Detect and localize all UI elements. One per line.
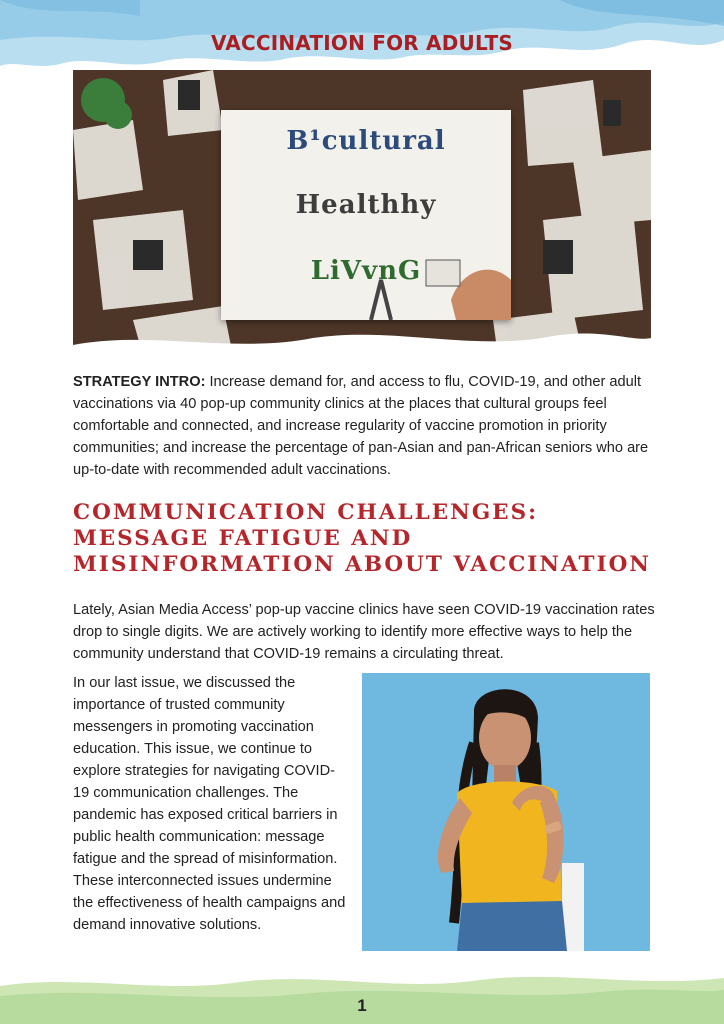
- strategy-intro-text: Increase demand for, and access to flu, COVID-19, and other adult vaccinations via 40 pop-up community clinics at the places that cultural groups feel comfortable and connected, and increase regularity of vaccine promotion in priority communities; and increase the percentage of pan-Asian and pan-African seniors who are up-to-date with recommended adult vaccinations.: [73, 374, 649, 478]
- body-paragraph-1: Lately, Asian Media Access’ pop-up vaccine clinics have seen COVID-19 vaccination rates drop to single digits. We are actively working to identify more effective ways to help the community understand that COVID-19 remains a circulating threat.: [73, 602, 655, 662]
- strategy-intro-label: STRATEGY INTRO:: [73, 374, 206, 390]
- collage-word-living: LiVvnG: [310, 256, 422, 286]
- page-title: VACCINATION FOR ADULTS: [210, 31, 514, 55]
- strategy-intro: [73, 371, 658, 481]
- collage-paper-sheet: [221, 110, 511, 320]
- hero-collage-image: [73, 70, 651, 356]
- vaccinated-woman-photo: [362, 673, 650, 951]
- body-paragraph-2: In our last issue, we discussed the importance of trusted community messengers in promoting vaccination education. This issue, we continue to explore strategies for navigating COVID-19 communication challenges. The pandemic has exposed critical barriers in public health communication: message fatigue and the spread of misinformation. These interconnected issues undermine the effectiveness of health campaigns and demand innovative solutions.: [73, 675, 346, 933]
- collage-word-healthy: Healthhy: [295, 190, 437, 220]
- woman-illustration: [362, 673, 650, 951]
- section-heading: COMMUNICATION CHALLENGES: MESSAGE FATIGUE AND MISINFORMATION ABOUT VACCINATION: [73, 500, 651, 577]
- page-number: 1: [357, 996, 367, 1015]
- collage-word-bicultural: B¹cultural: [286, 126, 446, 156]
